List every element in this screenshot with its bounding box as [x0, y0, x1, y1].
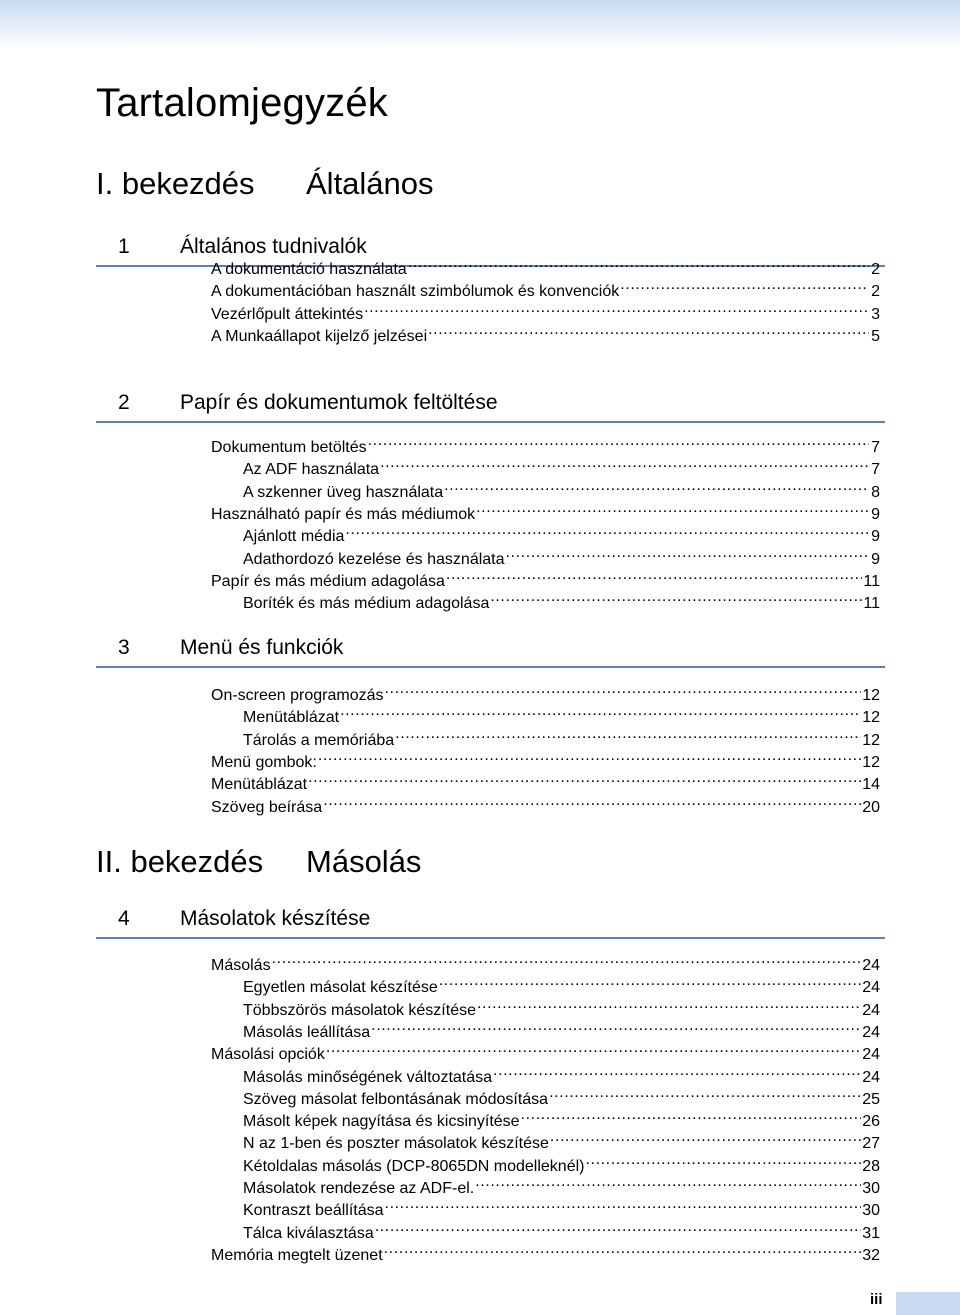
page-number: iii — [870, 1291, 883, 1308]
toc-entry-title: Memória megtelt üzenet — [211, 1247, 383, 1264]
dot-leader — [308, 767, 861, 789]
toc-entry-title: Tálca kiválasztása — [243, 1225, 374, 1242]
toc-entry-title: Papír és más médium adagolása — [211, 573, 445, 590]
toc-entry-page: 9 — [871, 551, 880, 568]
dot-leader — [549, 1082, 861, 1104]
toc-entry-title: Egyetlen másolat készítése — [243, 979, 438, 996]
toc-entry-page: 24 — [862, 979, 880, 996]
toc-entry-title: N az 1-ben és poszter másolatok készítése — [243, 1135, 549, 1152]
toc-entry[interactable] — [243, 1149, 880, 1175]
dot-leader — [476, 497, 869, 519]
toc-entry-title: Dokumentum betöltés — [211, 439, 367, 456]
chapter-number: 1 — [118, 235, 130, 258]
toc-entry-page: 28 — [862, 1158, 880, 1175]
part-heading-1 — [96, 164, 434, 204]
dot-leader — [493, 1060, 861, 1082]
dot-leader — [439, 970, 861, 992]
toc-entry[interactable] — [211, 767, 880, 793]
toc-entry-page: 9 — [871, 528, 880, 545]
dot-leader — [375, 1216, 861, 1238]
toc-entry-title: Többszörös másolatok készítése — [243, 1002, 476, 1019]
toc-entry-title: Másolt képek nagyítása és kicsinyítése — [243, 1113, 520, 1130]
toc-entry[interactable] — [243, 970, 880, 996]
toc-entry-page: 3 — [871, 306, 880, 323]
dot-leader — [385, 678, 862, 700]
toc-entry-title: Másolatok rendezése az ADF-el. — [243, 1180, 475, 1197]
dot-leader — [326, 1037, 861, 1059]
dot-leader — [318, 745, 861, 767]
toc-entry-title: Kontraszt beállítása — [243, 1202, 384, 1219]
dot-leader — [475, 1171, 861, 1193]
part-heading-2 — [96, 842, 421, 882]
toc-entry-page: 30 — [862, 1180, 880, 1197]
toc-entry-page: 5 — [871, 328, 880, 345]
chapter-heading-2[interactable] — [96, 389, 885, 423]
dot-leader — [444, 475, 869, 497]
toc-entry[interactable] — [211, 1238, 880, 1264]
toc-entry-title: A dokumentációban használt szimbólumok és konvenciók — [211, 283, 620, 300]
toc-entry[interactable] — [243, 1216, 880, 1242]
toc-entry-title: Menütáblázat — [211, 776, 308, 793]
toc-entry-page: 12 — [862, 732, 880, 749]
toc-entry-page: 8 — [871, 484, 880, 501]
toc-entry-page: 24 — [862, 957, 880, 974]
toc-entry-title: Másolási opciók — [211, 1046, 325, 1063]
part-title: Általános — [306, 166, 434, 201]
dot-leader — [585, 1149, 861, 1171]
dot-leader — [550, 1126, 861, 1148]
toc-entry-title: A Munkaállapot kijelző jelzései — [211, 328, 428, 345]
toc-entry[interactable] — [211, 319, 880, 345]
toc-entry-page: 7 — [871, 439, 880, 456]
dot-leader — [477, 993, 861, 1015]
dot-leader — [371, 1015, 861, 1037]
toc-entry-page: 2 — [871, 261, 880, 278]
toc-entry-title: A dokumentáció használata — [211, 261, 407, 278]
toc-entry-page: 31 — [862, 1225, 880, 1242]
toc-entry-page: 2 — [871, 283, 880, 300]
dot-leader — [620, 274, 869, 296]
toc-entry-page: 7 — [871, 461, 880, 478]
toc-entry[interactable] — [243, 1015, 880, 1041]
page-title: Tartalomjegyzék — [96, 81, 389, 125]
toc-entry[interactable] — [243, 519, 880, 545]
toc-entry-title: Tárolás a memóriába — [243, 732, 395, 749]
chapter-number: 4 — [118, 907, 130, 930]
page-tab — [896, 1292, 960, 1315]
toc-entry[interactable] — [243, 723, 880, 749]
dot-leader — [345, 519, 869, 541]
toc-entry-title: Az ADF használata — [243, 461, 380, 478]
toc-entry[interactable] — [211, 252, 880, 278]
toc-entry-title: Másolás leállítása — [243, 1024, 371, 1041]
toc-entry[interactable] — [243, 586, 880, 612]
toc-entry-title: A szkenner üveg használata — [243, 484, 444, 501]
toc-entry-page: 14 — [862, 776, 880, 793]
chapter-title: Menü és funkciók — [180, 636, 344, 659]
dot-leader — [384, 1238, 862, 1260]
toc-entry-page: 26 — [862, 1113, 880, 1130]
toc-entry[interactable] — [243, 1060, 880, 1086]
dot-leader — [272, 948, 862, 970]
chapter-heading-3[interactable] — [96, 634, 885, 668]
dot-leader — [395, 723, 861, 745]
toc-entry-title: Ajánlott média — [243, 528, 345, 545]
dot-leader — [368, 430, 869, 452]
toc-entry[interactable] — [243, 1082, 880, 1108]
part-title: Másolás — [306, 844, 422, 879]
toc-entry-title: On-screen programozás — [211, 687, 384, 704]
toc-entry[interactable] — [211, 564, 880, 590]
toc-entry-title: Másolás minőségének változtatása — [243, 1069, 493, 1086]
chapter-title: Általános tudnivalók — [180, 235, 367, 258]
dot-leader — [428, 319, 869, 341]
toc-entry[interactable] — [211, 297, 880, 323]
toc-entry[interactable] — [211, 678, 880, 704]
toc-entry-title: Boríték és más médium adagolása — [243, 595, 490, 612]
toc-entry[interactable] — [243, 1171, 880, 1197]
chapter-heading-4[interactable] — [96, 905, 885, 939]
toc-entry-title: Menü gombok: — [211, 754, 317, 771]
dot-leader — [340, 700, 861, 722]
header-band — [0, 0, 960, 50]
toc-entry[interactable] — [243, 1104, 880, 1130]
dot-leader — [490, 586, 862, 608]
toc-entry[interactable] — [243, 1193, 880, 1219]
dot-leader — [408, 252, 869, 274]
toc-entry[interactable] — [211, 790, 880, 816]
toc-entry[interactable] — [211, 948, 880, 974]
chapter-title: Papír és dokumentumok feltöltése — [180, 391, 498, 414]
toc-entry-title: Kétoldalas másolás (DCP-8065DN modelleknél) — [243, 1158, 585, 1175]
chapter-number: 3 — [118, 636, 130, 659]
toc-entry[interactable] — [243, 993, 880, 1019]
dot-leader — [380, 452, 869, 474]
toc-entry[interactable] — [243, 542, 880, 568]
toc-entry-page: 9 — [871, 506, 880, 523]
chapter-title: Másolatok készítése — [180, 907, 371, 930]
toc-entry[interactable] — [243, 475, 880, 501]
toc-entry[interactable] — [243, 700, 880, 726]
toc-entry[interactable] — [211, 1037, 880, 1063]
toc-entry-page: 25 — [862, 1091, 880, 1108]
chapter-number: 2 — [118, 391, 130, 414]
toc-entry-title: Vezérlőpult áttekintés — [211, 306, 364, 323]
toc-entry-page: 24 — [862, 1002, 880, 1019]
toc-entry-title: Szöveg beírása — [211, 799, 323, 816]
part-number: I. bekezdés — [96, 166, 255, 201]
toc-entry-page: 24 — [862, 1046, 880, 1063]
part-number: II. bekezdés — [96, 844, 264, 879]
toc-entry-page: 24 — [862, 1024, 880, 1041]
toc-entry-page: 12 — [862, 687, 880, 704]
dot-leader — [506, 542, 869, 564]
toc-entry-page: 32 — [862, 1247, 880, 1264]
toc-entry-page: 11 — [863, 573, 880, 590]
toc-entry-title: Használható papír és más médiumok — [211, 506, 476, 523]
toc-entry-title: Szöveg másolat felbontásának módosítása — [243, 1091, 549, 1108]
toc-entry-page: 12 — [862, 754, 880, 771]
dot-leader — [323, 790, 861, 812]
toc-entry[interactable] — [243, 452, 880, 478]
toc-entry[interactable] — [211, 497, 880, 523]
toc-entry[interactable] — [211, 430, 880, 456]
dot-leader — [521, 1104, 862, 1126]
toc-entry-page: 20 — [862, 799, 880, 816]
toc-entry-title: Menütáblázat — [243, 709, 340, 726]
toc-entry-page: 24 — [862, 1069, 880, 1086]
toc-entry[interactable] — [243, 1126, 880, 1152]
toc-entry-page: 30 — [862, 1202, 880, 1219]
toc-entry-page: 12 — [862, 709, 880, 726]
toc-entry-page: 27 — [862, 1135, 880, 1152]
dot-leader — [364, 297, 869, 319]
toc-entry-title: Másolás — [211, 957, 271, 974]
toc-entry-title: Adathordozó kezelése és használata — [243, 551, 505, 568]
dot-leader — [446, 564, 862, 586]
toc-entry-page: 11 — [863, 595, 880, 612]
toc-entry[interactable] — [211, 274, 880, 300]
dot-leader — [385, 1193, 862, 1215]
toc-entry[interactable] — [211, 745, 880, 771]
